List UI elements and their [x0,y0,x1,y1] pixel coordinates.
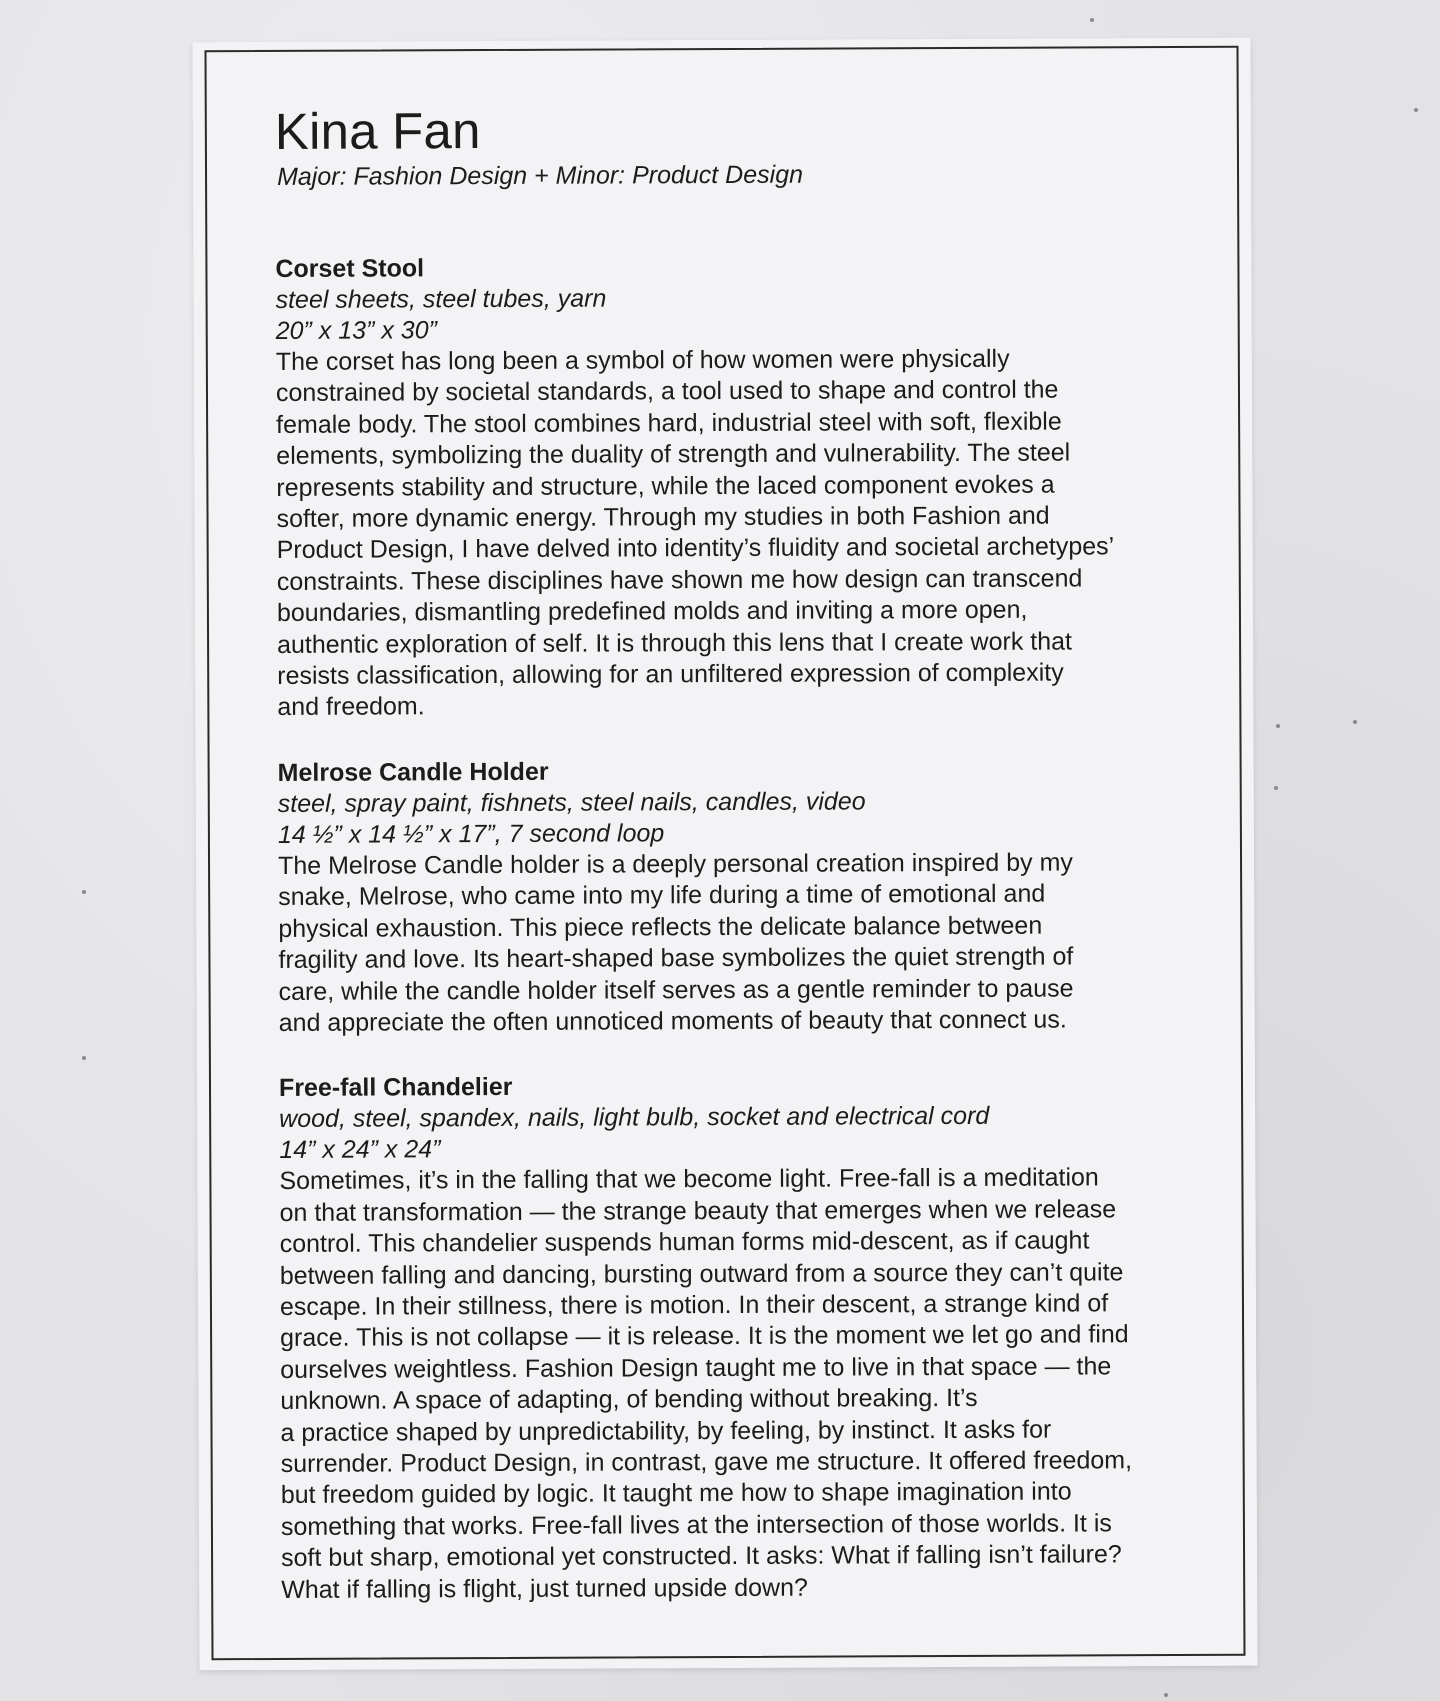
artist-program: Major: Fashion Design + Minor: Product Design [276,160,804,191]
work-materials: steel sheets, steel tubes, yarn [275,284,607,314]
wall-speck [82,1056,86,1060]
work-dimensions: 14” x 24” x 24” [279,1135,441,1165]
wall-speck [1274,786,1278,790]
label-content [275,100,1182,1606]
wall-speck [82,890,86,894]
work-dimensions: 20” x 13” x 30” [275,316,437,345]
work-description: The Melrose Candle holder is a deeply personal creation inspired by my snake, Melrose, who came into my life during a time of emotional and physical exhaustion. This piece reflects the delicate balance between fragility and love. Its heart-shaped base symbolizes the quiet strength of care, while the candle holder itself serves as a gentle reminder to pause and appreciate the often unnoticed moments of beauty that connect us. [277,848,1074,1037]
work-title: Free-fall Chandelier [278,1073,513,1103]
wall-speck [1276,724,1280,728]
work-title: Melrose Candle Holder [277,757,549,787]
wall-speck [1414,108,1418,112]
work-entry-corset-stool [275,250,1177,724]
work-description: Sometimes, it’s in the falling that we become light. Free-fall is a meditation on that transformation — the strange beauty that emerges when we release control. This chandelier suspends human forms mid-descent, as if caught between falling and dancing, bursting outward from a source they can’t quite escape. In their stillness, there is motion. In their descent, a strange kind of grace. This is not collapse — it is release. It is the moment we let go and find ourselves weightless. Fashion Design taught me to live in that space — the unknown. A space of adapting, of bending without breaking. It’s a practice shaped by unpredictability, by feeling, by instinct. It asks for surrender. Product Design, in contrast, gave me structure. It offered freedom, but freedom guided by logic. It taught me how to shape imagination into something that works. Free-fall lives at the intersection of those worlds. It is soft but sharp, emotional yet constructed. It asks: What if falling isn’t failure? What if falling is flight, just turned upside down? [279,1163,1133,1604]
wall-speck [1090,18,1094,22]
work-materials: wood, steel, spandex, nails, light bulb, socket and electrical cord [279,1102,990,1134]
work-title: Corset Stool [275,254,425,283]
wall-speck [1164,1693,1168,1697]
work-description: The corset has long been a symbol of how women were physically constrained by societal standards, a tool used to shape and control the female body. The stool combines hard, industrial steel with soft, flexible elements, symbolizing the duality of strength and vulnerability. The steel represents stability and structure, while the laced component evokes a softer, more dynamic energy. Through my studies in both Fashion and Product Design, I have delved into identity’s fluidity and societal archetypes’ constraints. These disciplines have shown me how design can transcend boundaries, dismantling predefined molds and inviting a more open, authentic exploration of self. It is through this lens that I create work that resists classification, allowing for an unfiltered expression of complexity and freedom. [275,344,1115,722]
work-entry-melrose-candle-holder [278,754,1179,1039]
work-materials: steel, spray paint, fishnets, steel nails, candles, video [277,787,866,818]
work-entry-free-fall-chandelier [279,1069,1181,1606]
wall-label-sheet [192,38,1257,1671]
wall-speck [1353,720,1357,724]
work-dimensions: 14 ½” x 14 ½” x 17”, 7 second loop [277,819,665,849]
artist-name: Kina Fan [274,102,481,160]
